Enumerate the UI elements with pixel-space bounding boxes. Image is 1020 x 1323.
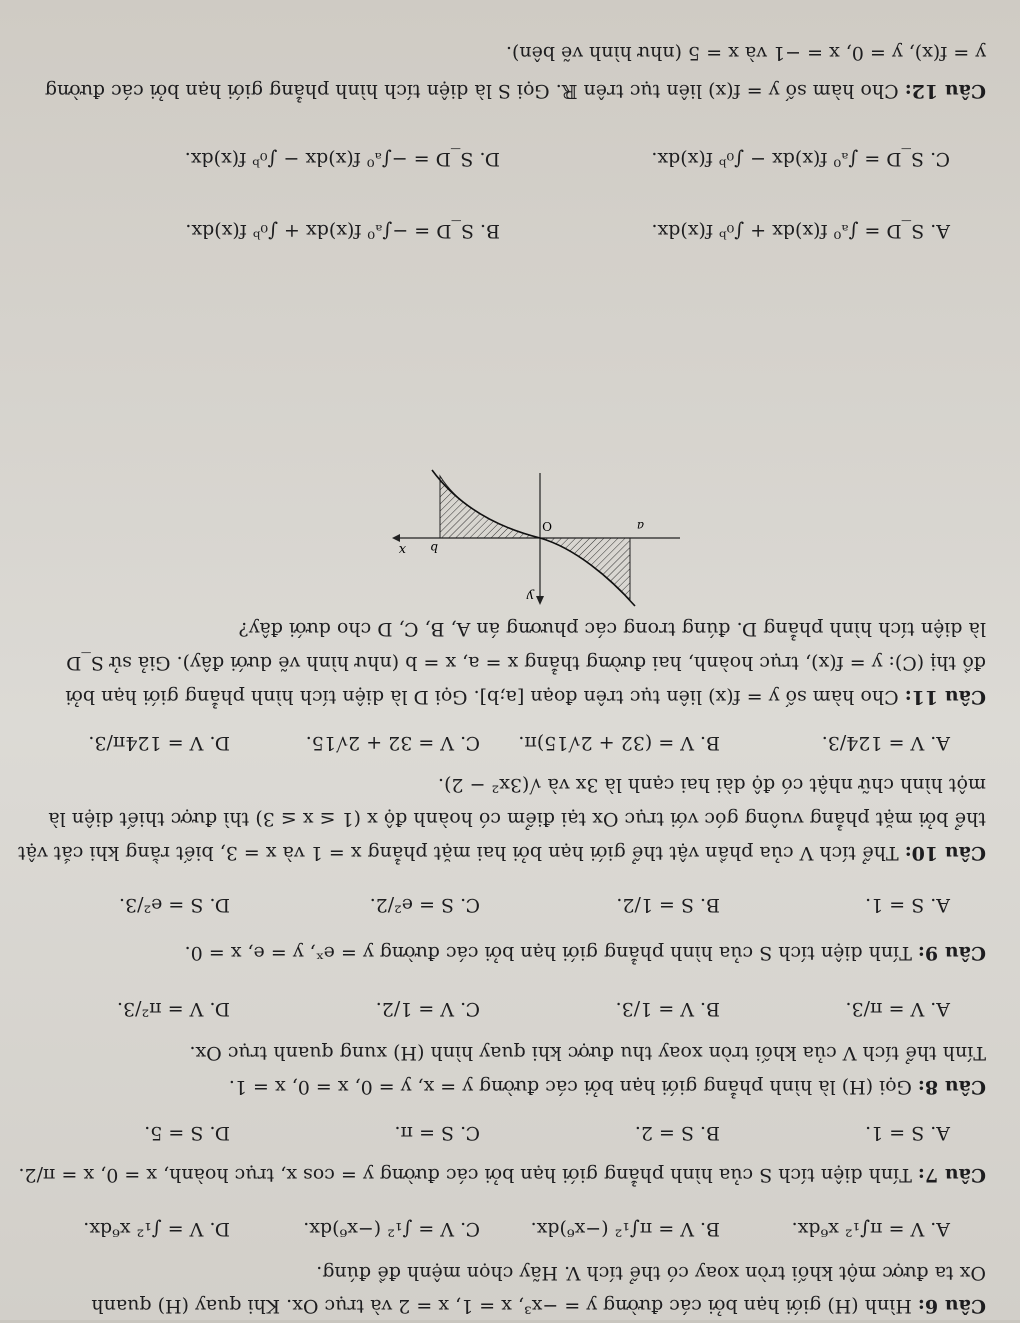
q8-option-c: C. V = 1/2. (375, 998, 480, 1020)
q11-option-d: D. S_D = −∫ₐ⁰ f(x)dx − ∫₀ᵇ f(x)dx. (184, 148, 500, 170)
shaded-region-left (540, 538, 630, 600)
q6-option-c: C. V = ∫₁² (−x⁶)dx. (303, 1218, 480, 1240)
q10-line1 (18, 836, 986, 870)
q12-line2: y = f(x), y = 0, x = −1 và x = 5 (như hình vẽ bên). (505, 42, 986, 64)
q12-label: Câu 12: (904, 80, 986, 102)
q8-option-b: B. V = 1/3. (615, 998, 720, 1020)
q10-text-1: Thể tích V của phần vật thể giới hạn bởi hai mặt phẳng x = 1 và x = 3, biết rằng khi cắt vật (17, 842, 899, 864)
q11-line3: là diện tích hình phẳng D. đúng trong các phương án A, B, C, D cho dưới đây? (238, 618, 986, 640)
q12-line1 (45, 74, 986, 108)
q9-option-d: D. S = e²/3. (118, 894, 230, 916)
q9-label: Câu 9: (917, 942, 986, 964)
origin-label: O (542, 519, 552, 533)
q11-text-1: Cho hàm số y = f(x) liên tục trên đoạn [a;b]. Gọi D là diện tích hình phẳng giới hạn bởi (65, 686, 899, 708)
q12-text-1: Cho hàm số y = f(x) liên tục trên ℝ. Gọi S là diện tích hình phẳng giới hạn bởi các đường (44, 80, 899, 102)
q9-line1 (185, 936, 986, 970)
y-axis-arrow-icon (536, 596, 544, 605)
q10-option-d: D. V = 124π/3. (88, 732, 230, 754)
y-axis-label: y (526, 588, 534, 603)
q7-option-b: B. S = 2. (634, 1122, 720, 1144)
q11-option-a: A. S_D = ∫ₐ⁰ f(x)dx + ∫₀ᵇ f(x)dx. (651, 220, 950, 242)
q7-option-d: D. S = 5. (144, 1122, 230, 1144)
q10-option-a: A. V = 124/3. (821, 732, 950, 754)
q6-text-1: Hình (H) giới hạn bởi các đường y = −x³, x = 1, x = 2 và trục Ox. Khi quay (H) quanh (91, 1295, 912, 1317)
q9-option-b: B. S = 1/2. (616, 894, 720, 916)
q10-option-b: B. V = (32 + 2√15)π. (518, 732, 720, 754)
q8-text-1: Gọi (H) là hình phẳng giới hạn bởi các đường y = x, y = 0, x = 0, x = 1. (228, 1076, 912, 1098)
q11-graph (390, 468, 690, 608)
q11-label: Câu 11: (904, 686, 986, 708)
q6-line2: Ox ta được một khối tròn xoay có thể tích V. Hãy chọn mệnh đề đúng. (316, 1262, 986, 1284)
q6-line1 (91, 1289, 986, 1323)
q10-line3: một hình chữ nhật có độ dài hai cạnh là 3x và √(3x² − 2). (438, 774, 986, 796)
q11-option-c: C. S_D = ∫ₐ⁰ f(x)dx − ∫₀ᵇ f(x)dx. (651, 148, 950, 170)
q6-label: Câu 6: (917, 1295, 986, 1317)
x-axis-label: x (398, 542, 406, 557)
q7-line1 (18, 1158, 986, 1192)
q7-text-1: Tính diện tích S của hình phẳng giới hạn bởi các đường y = cos x, trục hoành, x = 0, x = π/2. (18, 1164, 912, 1186)
q8-line1 (229, 1070, 986, 1104)
q6-option-b: B. V = π∫₁² (−x⁶)dx. (530, 1218, 720, 1240)
shaded-region-right (440, 476, 540, 538)
b-label: b (430, 541, 438, 555)
q11-option-b: B. S_D = −∫ₐ⁰ f(x)dx + ∫₀ᵇ f(x)dx. (185, 220, 500, 242)
q11-line2: đồ thị (C): y = f(x), trục hoành, hai đường thẳng x = a, x = b (như hình vẽ dưới đây). Giả sử S_D (66, 652, 986, 674)
q8-option-a: A. V = π/3. (845, 998, 950, 1020)
q6-option-a: A. V = π∫₁² x⁶dx. (791, 1218, 950, 1240)
q7-label: Câu 7: (917, 1164, 986, 1186)
q8-label: Câu 8: (917, 1076, 986, 1098)
q9-option-c: C. S = e²/2. (369, 894, 480, 916)
q9-text-1: Tính diện tích S của hình phẳng giới hạn bởi các đường y = eˣ, y = e, x = 0. (184, 942, 912, 964)
q9-option-a: A. S = 1. (865, 894, 950, 916)
q10-line2: thể bởi mặt phẳng vuông góc với trục Ox tại điểm có hoành độ x (1 ≤ x ≤ 3) thì được thiết diện là (48, 808, 986, 830)
q8-line2: Tính thể tích V của khối tròn xoay thu được khi quay hình (H) xung quanh trục Ox. (189, 1042, 986, 1064)
q11-line1 (65, 680, 986, 714)
q10-label: Câu 10: (904, 842, 986, 864)
q7-option-a: A. S = 1. (865, 1122, 950, 1144)
q6-option-d: D. V = ∫₁² x⁶dx. (83, 1218, 230, 1240)
q7-option-c: C. S = π. (394, 1122, 480, 1144)
q8-option-d: D. V = π²/3. (117, 998, 230, 1020)
q10-option-c: C. V = 32 + 2√15. (305, 732, 480, 754)
a-label: a (636, 519, 644, 533)
x-axis-arrow-icon (392, 534, 400, 542)
